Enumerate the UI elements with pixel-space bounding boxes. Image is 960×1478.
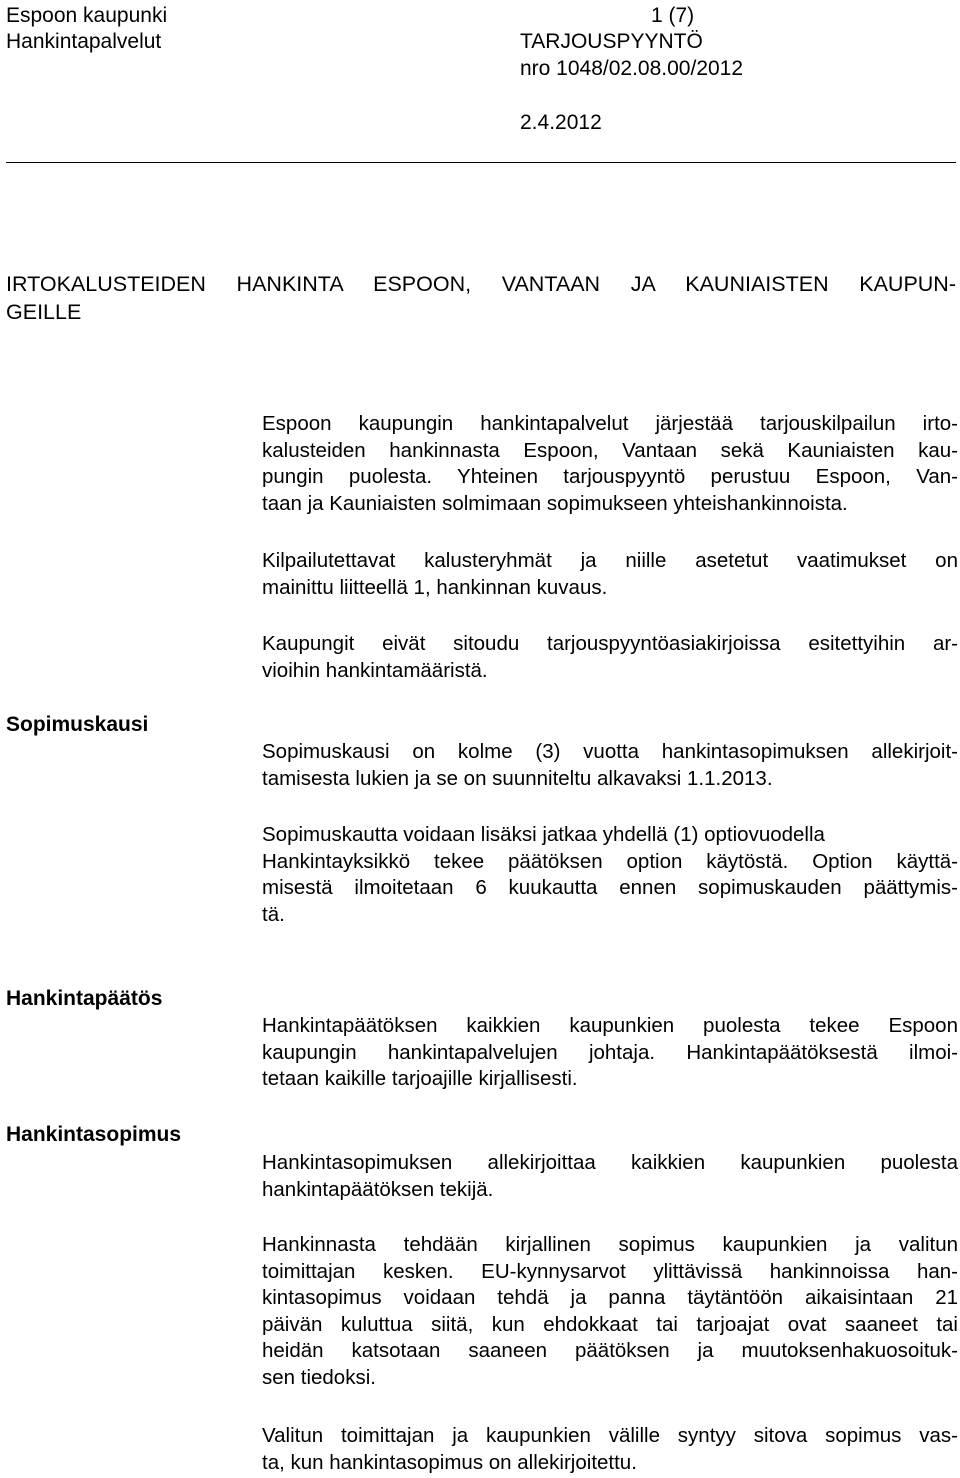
intro-paragraph xyxy=(262,411,958,517)
department-name: Hankintapalvelut xyxy=(6,30,162,53)
hankintasopimus-paragraph xyxy=(262,1232,958,1391)
section-heading-hankintasopimus: Hankintasopimus xyxy=(6,1123,182,1146)
sopimuskausi-paragraph xyxy=(262,822,958,928)
text-line: päivän kuluttua siitä, kun ehdokkaat tai tarjoajat ovat saaneet tai xyxy=(262,1312,958,1336)
document-title xyxy=(6,270,956,326)
section-heading-hankintapaatos: Hankintapäätös xyxy=(6,987,163,1010)
organization-name: Espoon kaupunki xyxy=(6,4,168,27)
intro-paragraph xyxy=(262,631,958,684)
text-line: Espoon kaupungin hankintapalvelut järjestää tarjouskilpailun irto- xyxy=(262,412,958,435)
document-title-line: GEILLE xyxy=(6,300,82,324)
text-line: Sopimuskausi on kolme (3) vuotta hankintasopimuksen allekirjoit- xyxy=(262,740,958,763)
text-line: mainittu liitteellä 1, hankinnan kuvaus. xyxy=(262,575,608,599)
text-line: Kilpailutettavat kalusteryhmät ja niille asetetut vaatimukset on xyxy=(262,549,958,572)
text-line: Valitun toimittajan ja kaupunkien välille syntyy sitova sopimus vas- xyxy=(262,1424,958,1447)
text-line: misestä ilmoitetaan 6 kuukautta ennen sopimuskauden päättymis- xyxy=(262,876,958,899)
text-line: Kaupungit eivät sitoudu tarjouspyyntöasiakirjoissa esitettyihin ar- xyxy=(262,632,958,655)
text-line: Hankintapäätöksen kaikkien kaupunkien puolesta tekee Espoon xyxy=(262,1014,958,1037)
text-line: toimittajan kesken. EU-kynnysarvot ylittävissä hankinnoissa han- xyxy=(262,1259,958,1283)
text-line: vioihin hankintamääristä. xyxy=(262,658,488,682)
document-number: nro 1048/02.08.00/2012 xyxy=(520,57,744,80)
header-divider xyxy=(6,162,956,163)
section-heading-sopimuskausi: Sopimuskausi xyxy=(6,713,149,736)
text-line: Hankinnasta tehdään kirjallinen sopimus kaupunkien ja valitun xyxy=(262,1233,958,1256)
text-line: Hankintayksikkö tekee päätöksen option käytöstä. Option käyttä- xyxy=(262,849,958,873)
sopimuskausi-paragraph xyxy=(262,739,958,792)
text-line: kalusteiden hankinnasta Espoon, Vantaan sekä Kauniaisten kau- xyxy=(262,438,958,462)
document-type: TARJOUSPYYNTÖ xyxy=(520,30,703,53)
intro-paragraph xyxy=(262,548,958,601)
text-line: taan ja Kauniaisten solmimaan sopimukseen yhteishankinnoista. xyxy=(262,491,848,515)
text-line: kaupungin hankintapalvelujen johtaja. Hankintapäätöksestä ilmoi- xyxy=(262,1040,958,1064)
document-title-line: IRTOKALUSTEIDEN HANKINTA ESPOON, VANTAAN JA KAUNIAISTEN KAUPUN- xyxy=(6,272,956,296)
text-line: Hankintasopimuksen allekirjoittaa kaikkien kaupunkien puolesta xyxy=(262,1151,958,1174)
hankintasopimus-paragraph xyxy=(262,1150,958,1203)
text-line: ta, kun hankintasopimus on allekirjoitettu. xyxy=(262,1450,637,1474)
text-line: tetaan kaikille tarjoajille kirjallisesti. xyxy=(262,1067,578,1090)
text-line: Sopimuskautta voidaan lisäksi jatkaa yhdellä (1) optiovuodella xyxy=(262,823,825,846)
hankintapaatos-paragraph xyxy=(262,1013,958,1093)
text-line: hankintapäätöksen tekijä. xyxy=(262,1177,494,1201)
text-line: heidän katsotaan saaneen päätöksen ja muutoksenhakuosoituk- xyxy=(262,1339,958,1362)
text-line: tamisesta lukien ja se on suunniteltu alkavaksi 1.1.2013. xyxy=(262,766,773,790)
page-number: 1 (7) xyxy=(651,4,695,27)
text-line: tä. xyxy=(262,902,285,926)
text-line: sen tiedoksi. xyxy=(262,1365,376,1389)
text-line: kintasopimus voidaan tehdä ja panna täytäntöön aikaisintaan 21 xyxy=(262,1286,958,1309)
document-date: 2.4.2012 xyxy=(520,111,602,134)
text-line: pungin puolesta. Yhteinen tarjouspyyntö perustuu Espoon, Van- xyxy=(262,465,958,488)
hankintasopimus-paragraph xyxy=(262,1423,958,1476)
